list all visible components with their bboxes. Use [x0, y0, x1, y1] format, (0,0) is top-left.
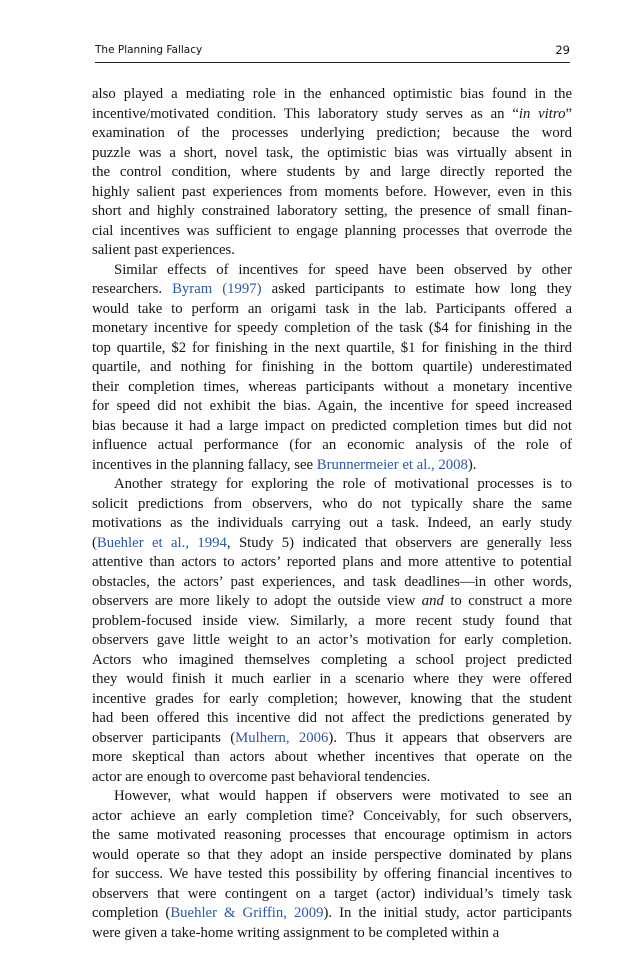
text-run: would operate so that they adopt an inside perspective dominated by plans	[92, 846, 572, 863]
text-line	[92, 241, 572, 261]
text-line	[92, 670, 572, 690]
text-run: top quartile, $2 for finishing in the next quartile, $1 for finishing in the third	[92, 339, 572, 356]
text-run: the control condition, where students by and large directly reported the	[92, 164, 572, 180]
italic-text: in vitro	[518, 105, 566, 122]
text-run: researchers.	[92, 281, 173, 297]
body-text	[92, 85, 572, 943]
italic-text: and	[421, 593, 444, 609]
paragraph	[92, 85, 572, 261]
text-line	[92, 339, 572, 359]
text-line	[92, 378, 572, 398]
citation-link[interactable]: Mulhern, 2006	[235, 729, 329, 746]
text-line	[92, 261, 572, 281]
text-line	[92, 183, 572, 203]
text-run: short and highly constrained laboratory setting, the presence of small finan-	[92, 203, 572, 219]
text-run: they would finish it much earlier in a scenario where they were offered	[92, 671, 572, 687]
text-run: , Study 5) indicated that observers are generally less	[226, 534, 572, 551]
citation-link[interactable]: Byram (1997)	[172, 281, 262, 297]
text-line	[92, 612, 572, 632]
text-run: quartile, and nothing for finishing in the bottom quartile) underestimated	[92, 359, 572, 375]
text-line	[92, 85, 572, 105]
text-line	[92, 592, 572, 612]
text-run: asked participants to estimate how long they	[261, 281, 573, 297]
text-run: were given a take-home writing assignment to be completed within a	[92, 924, 500, 941]
text-line	[92, 280, 572, 300]
text-line	[92, 846, 572, 866]
text-run: also played a mediating role in the enhanced optimistic bias found in the	[92, 86, 572, 102]
running-header	[95, 40, 570, 63]
text-run: motivations as the individuals carrying out a task. Indeed, an early study	[92, 515, 572, 531]
text-run: would take to perform an origami task in the lab. Participants offered a	[92, 300, 572, 317]
text-run: salient past experiences.	[92, 242, 235, 258]
text-line	[92, 709, 572, 729]
text-line	[92, 885, 572, 905]
text-run: ). In the initial study, actor participants	[323, 905, 572, 921]
text-run: ). Thus it appears that observers are	[328, 729, 572, 746]
text-line	[92, 826, 572, 846]
text-run: problem-focused inside view. Similarly, a more recent study found that	[92, 612, 572, 629]
text-run: more skeptical than actors about whether incentives that operate on the	[92, 749, 572, 765]
text-line	[92, 651, 572, 671]
text-line	[92, 163, 572, 183]
text-run: observers gave little weight to an actor’s motivation for early completion.	[92, 632, 572, 648]
text-line	[92, 631, 572, 651]
text-line	[92, 865, 572, 885]
text-run: ).	[467, 456, 477, 473]
text-run: had been offered this incentive did not affect the predictions generated by	[92, 710, 572, 726]
text-line	[92, 436, 572, 456]
paragraph	[92, 261, 572, 476]
text-run: influence actual performance (for an economic analysis of the role of	[92, 437, 572, 453]
text-line	[92, 807, 572, 827]
paragraph	[92, 475, 572, 787]
text-run: However, what would happen if observers were motivated to see an	[114, 788, 572, 804]
text-line	[92, 768, 572, 788]
text-run: incentives in the planning fallacy, see	[92, 456, 317, 473]
text-run: Similar effects of incentives for speed have been observed by other	[114, 261, 572, 278]
text-line	[92, 729, 572, 749]
text-line	[92, 105, 572, 125]
text-line	[92, 787, 572, 807]
text-line	[92, 124, 572, 144]
citation-link[interactable]: Buehler et al., 1994	[96, 534, 227, 551]
text-line	[92, 495, 572, 515]
text-run: actor are enough to overcome past behavioral tendencies.	[92, 768, 431, 785]
text-run: their completion times, whereas participants without a monetary incentive	[92, 378, 572, 395]
text-run: observers are more likely to adopt the outside view	[92, 593, 422, 609]
text-run: completion (	[92, 905, 171, 921]
text-line	[92, 475, 572, 495]
text-line	[92, 222, 572, 242]
text-line	[92, 319, 572, 339]
text-run: for success. We have tested this possibility by offering financial incentives to	[92, 866, 572, 882]
text-line	[92, 553, 572, 573]
text-run: ”	[565, 105, 572, 122]
citation-link[interactable]: Brunnermeier et al., 2008	[316, 456, 468, 473]
text-run: Another strategy for exploring the role of motivational processes is to	[114, 476, 572, 492]
running-title: The Planning Fallacy	[95, 44, 203, 56]
text-run: the same motivated reasoning processes that encourage optimism in actors	[92, 827, 572, 843]
text-line	[92, 358, 572, 378]
text-line	[92, 904, 572, 924]
text-run: incentive/motivated condition. This laboratory study serves as an “	[92, 105, 519, 122]
text-line	[92, 690, 572, 710]
text-run: cial incentives was sufficient to engage planning processes that overrode the	[92, 222, 572, 239]
text-line	[92, 300, 572, 320]
text-run: monetary incentive for speedy completion of the task ($4 for finishing in the	[92, 320, 572, 336]
text-run: puzzle was a short, novel task, the optimistic bias was virtually absent in	[92, 144, 572, 161]
text-run: actor achieve an early completion time? Conceivably, for such observers,	[92, 807, 572, 824]
text-run: to construct a more	[443, 593, 572, 609]
text-run: for speed did not exhibit the bias. Again, the incentive for speed increased	[92, 398, 572, 414]
text-run: incentive grades for early completion; however, knowing that the student	[92, 690, 572, 707]
text-run: solicit predictions from observers, who do not typically share the same	[92, 495, 572, 512]
text-run: examination of the processes underlying prediction; because the word	[92, 125, 572, 141]
text-line	[92, 397, 572, 417]
text-line	[92, 202, 572, 222]
text-run: Actors who imagined themselves completing a school project predicted	[92, 651, 572, 668]
citation-link[interactable]: Buehler & Griffin, 2009	[170, 905, 324, 921]
text-run: observer participants (	[92, 729, 236, 746]
page-number: 29	[555, 43, 570, 57]
text-run: bias because it had a large impact on predicted completion times but did not	[92, 417, 572, 434]
text-run: obstacles, the actors’ past experiences, and task deadlines—in other words,	[92, 573, 572, 590]
paragraph	[92, 787, 572, 943]
text-run: highly salient past experiences from moments before. However, even in this	[92, 183, 572, 200]
text-line	[92, 534, 572, 554]
text-line	[92, 514, 572, 534]
text-line	[92, 748, 572, 768]
text-line	[92, 456, 572, 476]
text-run: observers that were contingent on a target (actor) individual’s timely task	[92, 885, 572, 902]
text-line	[92, 573, 572, 593]
text-line	[92, 924, 572, 944]
text-line	[92, 144, 572, 164]
text-run: attentive than actors to actors’ reported plans and more attentive to potential	[92, 554, 572, 570]
text-line	[92, 417, 572, 437]
text-run: (	[92, 534, 97, 551]
